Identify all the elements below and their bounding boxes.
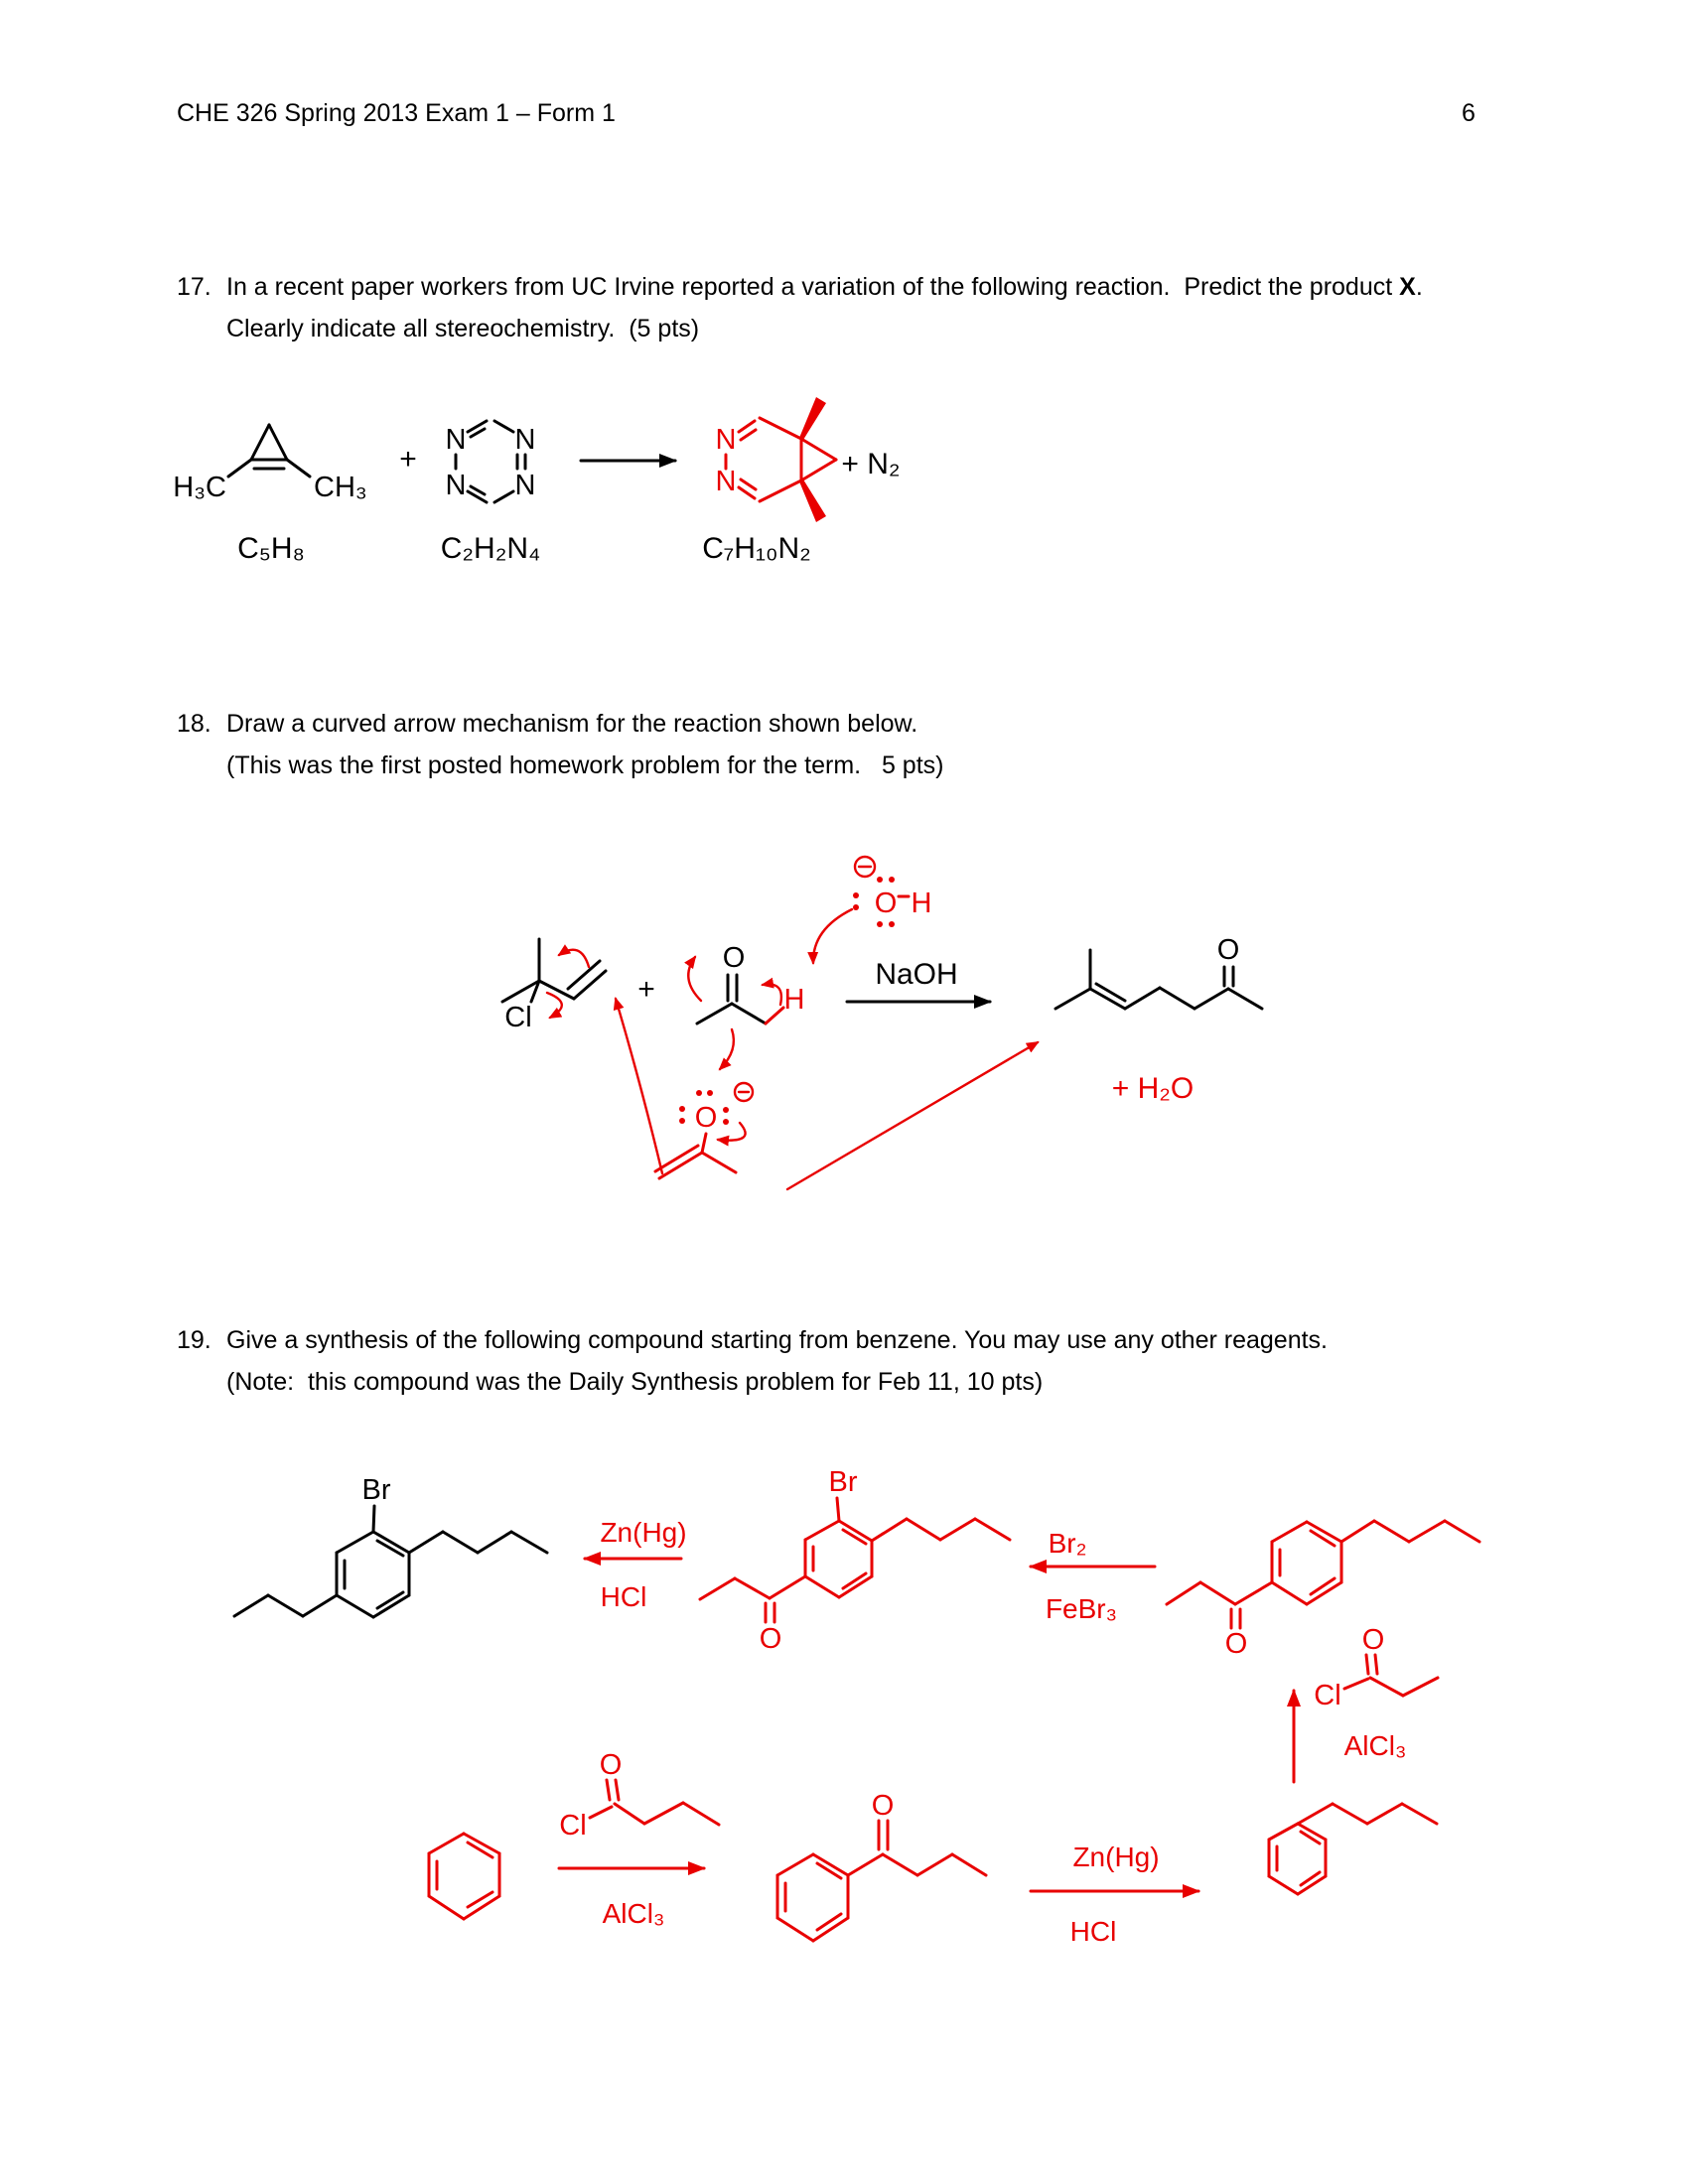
label-n: N [715,424,737,456]
label-n: N [715,466,737,497]
label-br: Br [828,1466,858,1498]
label-n: N [445,470,467,501]
q17-line2: Clearly indicate all stereochemistry. (5 pts) [226,315,700,342]
label-plus-h2o: + H₂O [1111,1072,1195,1105]
curved-arrow [813,909,852,963]
q19-synthesis-scheme [234,1466,1479,1947]
label-plus-n2: + N₂ [841,448,901,480]
q17-reaction-scheme [173,397,900,565]
page-header: CHE 326 Spring 2013 Exam 1 – Form 1 [177,99,616,127]
question-17-number: 17. [177,273,211,301]
reagent-febr3: FeBr₃ [1045,1593,1118,1624]
structure-butylbenzene [1269,1804,1437,1894]
reagent-zn-hg: Zn(Hg) [1072,1842,1160,1872]
attack-arrow [616,999,662,1173]
label-o: O [722,942,746,974]
structure-bromo-butylphenyl-ketone [700,1466,1010,1655]
structure-target-bromo-butyl-propylbenzene [234,1474,547,1617]
label-cl: Cl [1314,1680,1341,1711]
structure-diazanorcaradiene-product [702,397,836,565]
question-18-number: 18. [177,710,211,738]
structure-butylphenyl-ketone [1167,1521,1479,1660]
label-plus: + [399,443,417,476]
structure-propanoyl-chloride [1314,1624,1438,1711]
q18-line2: (This was the first posted homework problem for the term. 5 pts) [226,751,944,779]
curved-arrow [547,993,562,1018]
page-number: 6 [1462,99,1476,127]
wedge-bond [799,479,826,522]
label-o: O [871,1790,895,1822]
label-o: O [694,1102,718,1134]
q18-line1: Draw a curved arrow mechanism for the reaction shown below. [226,710,918,738]
label-o: O [1224,1628,1248,1660]
label-plus: + [637,973,655,1006]
label-n: N [514,424,536,456]
reagent-alcl3: AlCl₃ [602,1898,665,1929]
label-o: O [1216,934,1240,966]
structure-benzene [429,1834,499,1919]
reagent-hcl: HCl [600,1581,647,1612]
question-19-number: 19. [177,1326,211,1354]
label-n: N [445,424,467,456]
label-o: O [874,887,898,919]
q17-line1: In a recent paper workers from UC Irvine reported a variation of the following reaction. Predict the product [226,273,1400,301]
structure-butanoyl-chloride [559,1749,719,1842]
reagent-br2: Br₂ [1048,1528,1087,1559]
step-arrow [787,1042,1038,1189]
reagent-zn-hg: Zn(Hg) [600,1517,687,1548]
q17-line1-bold: X [1399,273,1416,301]
label-o: O [1361,1624,1385,1656]
structure-enone-product [1055,934,1262,1009]
q19-line1: Give a synthesis of the following compound starting from benzene. You may use any other reagents. [226,1326,1328,1354]
label-o: O [599,1749,623,1781]
label-naoh: NaOH [875,958,958,991]
curved-arrow [688,957,701,1001]
structure-allylic-chloride [502,939,606,1033]
formula-c7h10n2: C₇H₁₀N₂ [702,532,811,565]
label-ch3: CH₃ [314,472,367,503]
structure-tetrazine [441,421,541,565]
formula-c5h8: C₅H₈ [237,532,305,565]
structure-phenyl-propyl-ketone [777,1790,986,1941]
q18-mechanism [502,857,1262,1189]
wedge-bond [799,397,826,440]
q19-line2: (Note: this compound was the Daily Synthesis problem for Feb 11, 10 pts) [226,1368,1044,1396]
curved-arrow [720,1029,734,1069]
formula-c2h2n4: C₂H₂N₄ [440,532,541,565]
curved-arrow [559,950,589,967]
structure-dimethylcyclopropene [173,425,366,565]
curved-arrow [718,1123,746,1141]
label-o: O [759,1623,782,1655]
label-n: N [514,470,536,501]
reagent-alcl3: AlCl₃ [1343,1730,1407,1761]
label-br: Br [361,1474,391,1506]
enolate-ion [655,1083,753,1178]
q17-line1-end: . [1415,273,1423,301]
label-h: H [783,984,805,1016]
structure-acetone [697,942,804,1024]
reagent-hcl: HCl [1069,1916,1117,1947]
label-h: H [911,887,932,919]
hydroxide-ion [853,857,931,927]
label-h3c: H₃C [173,472,226,503]
label-cl: Cl [559,1810,587,1842]
label-cl: Cl [504,1002,532,1033]
curved-arrow [763,984,781,1005]
